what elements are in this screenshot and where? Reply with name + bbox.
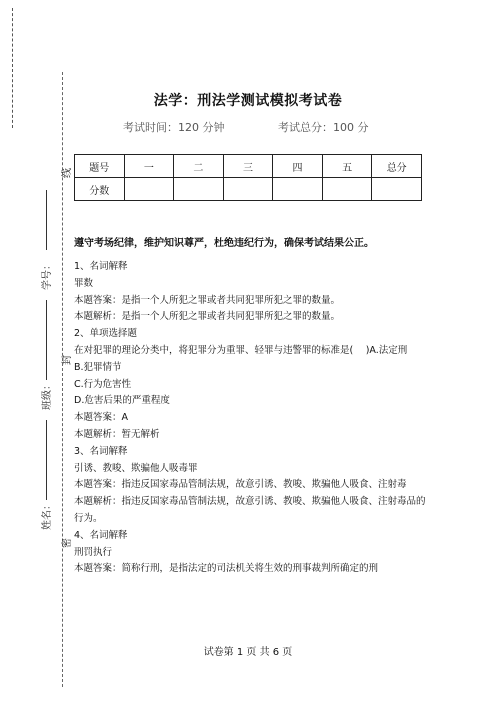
exam-notice: 遵守考场纪律，维护知识尊严，杜绝违纪行为，确保考试结果公正。	[74, 238, 374, 249]
score-table-score-row	[75, 178, 422, 201]
binding-dash-inner	[62, 72, 63, 687]
name-label: 姓名：	[42, 500, 53, 530]
exam-title: 法学：刑法学测试模拟考试卷	[153, 93, 343, 109]
score-table-header: 五	[322, 155, 372, 178]
question-heading: 3、名词解释	[74, 445, 128, 457]
page-footer: 试卷第 1 页 共 6 页	[203, 647, 293, 658]
score-table-header-row	[75, 155, 422, 178]
score-row-label: 分数	[75, 178, 125, 201]
option-c: C.行为危害性	[74, 378, 132, 390]
student-id-label: 学号：	[42, 260, 53, 290]
binding-xian: 线	[62, 168, 73, 178]
binding-feng: 封	[62, 355, 73, 365]
exam-time: 考试时间：120 分钟	[123, 121, 225, 134]
option-b: B.犯罪情节	[74, 361, 122, 373]
score-cell[interactable]	[273, 178, 323, 201]
score-table-header: 总分	[372, 155, 422, 178]
question-heading: 2、单项选择题	[74, 328, 138, 340]
question-term: 罪数	[74, 277, 94, 289]
score-cell[interactable]	[124, 178, 174, 201]
score-table	[74, 154, 422, 201]
question-body	[74, 259, 432, 578]
class-label: 班级：	[42, 380, 53, 410]
student-id-line	[46, 190, 47, 250]
score-cell[interactable]	[223, 178, 273, 201]
score-table-header: 三	[223, 155, 273, 178]
question-heading: 4、名词解释	[74, 529, 128, 541]
exam-total-score: 考试总分：100 分	[278, 121, 369, 134]
answer-line: 本题答案：A	[74, 412, 128, 424]
question-term: 引诱、教唆、欺骗他人吸毒罪	[74, 462, 198, 474]
score-table-header: 四	[273, 155, 323, 178]
question-term: 刑罚执行	[74, 546, 113, 558]
class-line	[46, 300, 47, 380]
analysis-line: 本题解析：是指一个人所犯之罪或者共同犯罪所犯之罪的数量。	[74, 311, 341, 323]
score-table-header: 二	[174, 155, 224, 178]
analysis-line: 本题解析：暂无解析	[74, 428, 160, 440]
analysis-line: 本题解析：指违反国家毒品管制法规，故意引诱、教唆、欺骗他人吸食、注射毒品的行为。	[74, 496, 426, 524]
answer-line: 本题答案：简称行刑，是指法定的司法机关将生效的刑事裁判所确定的刑	[74, 563, 379, 575]
score-table-header: 题号	[75, 155, 125, 178]
option-d: D.危害后果的严重程度	[74, 395, 170, 407]
binding-dash-outer	[12, 8, 13, 128]
score-table-header: 一	[124, 155, 174, 178]
name-line	[46, 420, 47, 500]
answer-line: 本题答案：是指一个人所犯之罪或者共同犯罪所犯之罪的数量。	[74, 294, 341, 306]
binding-mi: 密	[62, 538, 73, 548]
question-stem: 在对犯罪的理论分类中，将犯罪分为重罪、轻罪与违警罪的标准是( )A.法定刑	[74, 344, 408, 356]
question-heading: 1、名词解释	[74, 261, 128, 272]
answer-line: 本题答案：指违反国家毒品管制法规，故意引诱、教唆、欺骗他人吸食、注射毒	[74, 479, 407, 491]
score-cell[interactable]	[372, 178, 422, 201]
score-cell[interactable]	[174, 178, 224, 201]
score-cell[interactable]	[322, 178, 372, 201]
